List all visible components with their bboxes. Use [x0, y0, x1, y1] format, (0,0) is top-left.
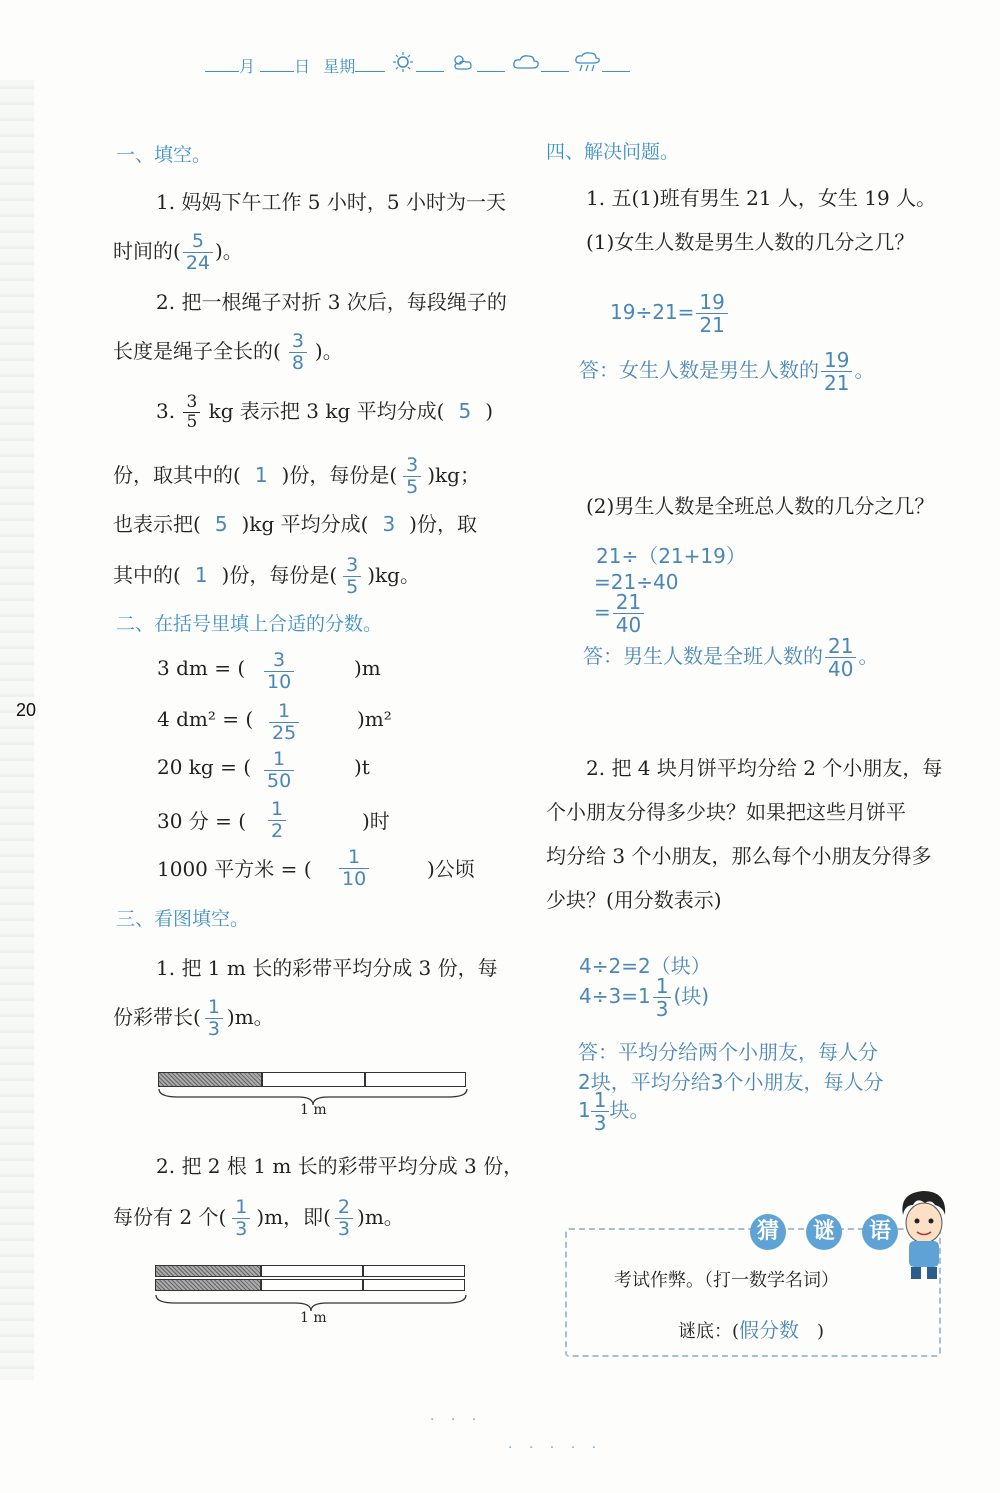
conversion-unit: )时	[362, 809, 390, 833]
q3-answer-4: 5	[214, 512, 228, 536]
q3-line4: 其中的( 1 )份，每份是( $\frac{3}{5}$ )kg。	[113, 554, 420, 598]
section-title-fill-blank: 一、填空。	[116, 144, 212, 166]
date-header	[205, 52, 630, 77]
conversion-prompt: 1000 平方米 = (	[157, 857, 312, 881]
q3-line1: 3. $\frac{3}{5}$ kg 表示把 3 kg 平均分成( 5 )	[156, 392, 493, 432]
r1-step2: =21÷40	[594, 570, 679, 594]
r1-calc-fraction: $\frac{19}{21}$	[696, 292, 727, 335]
section-title-picture: 三、看图填空。	[116, 908, 250, 930]
section-title-problems: 四、解决问题。	[546, 141, 680, 163]
q2-line2: 长度是绳子全长的( $\frac{3}{8}$ )。	[113, 330, 343, 374]
r2-line1: 2. 把 4 块月饼平均分给 2 个小朋友，每	[586, 756, 943, 780]
q3-answer-1: 5	[458, 399, 472, 423]
decorative-dots: · · ·	[430, 1412, 483, 1428]
conversion-answer-fraction: $\frac{1}{10}$	[339, 848, 369, 889]
q3-fraction: $\frac{3}{5}$	[183, 394, 200, 431]
conversion-answer-fraction: $\frac{1}{25}$	[269, 702, 299, 743]
ribbon-bar-2a	[155, 1265, 465, 1277]
q2-answer-fraction: $\frac{3}{8}$	[289, 332, 307, 373]
riddle-char-2: 谜	[806, 1214, 842, 1250]
r2-answer-line3: 1 $\frac{1}{3}$ 块。	[578, 1088, 650, 1135]
cloud-sun-icon	[449, 52, 477, 72]
conversion-answer-fraction: $\frac{1}{50}$	[264, 750, 294, 791]
r1-answer-2-fraction: $\frac{21}{40}$	[825, 636, 856, 679]
sun-icon	[390, 52, 416, 72]
bar2-label: 1 m	[300, 1310, 327, 1326]
conversion-answer-fraction: $\frac{1}{2}$	[268, 800, 286, 841]
riddle-char-1: 猜	[750, 1214, 786, 1250]
q3-answer-5: 3	[382, 512, 396, 536]
conversion-unit: )m²	[357, 707, 392, 731]
r2-answer-line1: 答：平均分给两个小朋友，每人分	[578, 1040, 878, 1064]
cloud-icon	[511, 52, 541, 72]
conversion-unit: )m	[354, 656, 381, 680]
r1-step3-fraction: $\frac{21}{40}$	[613, 592, 644, 635]
q3-line2: 份，取其中的( 1 )份，每份是( $\frac{3}{5}$ )kg；	[113, 454, 480, 498]
r2-calc2-fraction: $\frac{1}{3}$	[653, 976, 672, 1019]
r2-answer-fraction: $\frac{1}{3}$	[591, 1090, 610, 1133]
r1-line1: 1. 五(1)班有男生 21 人，女生 19 人。	[586, 186, 937, 210]
ribbon-bar-1	[158, 1072, 466, 1087]
p2-line2: 每份有 2 个( $\frac{1}{3}$ )m，即( $\frac{2}{3}$ )m。	[113, 1196, 404, 1240]
riddle-question: 考试作弊。（打一数学名词）	[614, 1270, 839, 1291]
month-label: 月	[239, 57, 256, 76]
p2-answer-1: $\frac{1}{3}$	[232, 1198, 250, 1239]
r1-sub2: (2)男生人数是全班总人数的几分之几？	[586, 494, 935, 518]
riddle-char-3: 语	[862, 1214, 898, 1250]
riddle-header	[740, 1214, 908, 1250]
ribbon-bar-2b	[155, 1279, 465, 1291]
p1-line1: 1. 把 1 m 长的彩带平均分成 3 份，每	[156, 956, 498, 980]
q1-line1: 1. 妈妈下午工作 5 小时，5 小时为一天	[156, 190, 506, 214]
rain-icon	[574, 52, 602, 72]
side-decoration	[0, 80, 37, 1380]
q3-answer-6: 1	[194, 563, 208, 587]
conversion-prompt: 4 dm² = (	[157, 707, 254, 731]
riddle-answer: 谜底：(假分数 )	[678, 1318, 825, 1342]
conversion-unit: )公顷	[427, 857, 475, 881]
day-label: 日	[294, 57, 311, 76]
q1-answer-fraction: $\frac{5}{24}$	[183, 232, 213, 273]
r2-line3: 均分给 3 个小朋友，那么每个小朋友分得多	[546, 844, 932, 868]
r1-answer-fraction: $\frac{19}{21}$	[821, 350, 852, 393]
conversion-prompt: 3 dm = (	[157, 656, 246, 680]
conversion-prompt: 20 kg = (	[157, 755, 252, 779]
section-title-fraction-fill: 二、在括号里填上合适的分数。	[116, 613, 383, 635]
p2-answer-2: $\frac{2}{3}$	[335, 1198, 353, 1239]
bar1-label: 1 m	[300, 1102, 327, 1118]
r2-calc1: 4÷2=2（块）	[579, 954, 711, 978]
r1-answer-2: 答：男生人数是全班人数的 $\frac{21}{40}$ 。	[583, 634, 879, 681]
r1-calc: 19÷21= $\frac{19}{21}$	[610, 292, 730, 335]
riddle-answer-text: 假分数	[739, 1318, 800, 1342]
r1-step3: = $\frac{21}{40}$	[594, 592, 646, 635]
r2-answer-line2: 2块，平均分给3个小朋友，每人分	[578, 1070, 884, 1094]
q3-line3: 也表示把( 5 )kg 平均分成( 3 )份，取	[113, 512, 477, 536]
r2-line4: 少块？(用分数表示)	[546, 888, 722, 912]
week-label: 星期	[323, 57, 356, 76]
r1-step1: 21÷（21+19）	[596, 544, 746, 568]
conversion-answer-fraction: $\frac{3}{10}$	[264, 651, 294, 692]
r2-line2: 个小朋友分得多少块？如果把这些月饼平	[546, 800, 906, 824]
p1-line2: 份彩带长( $\frac{1}{3}$ )m。	[113, 996, 274, 1040]
q2-line1: 2. 把一根绳子对折 3 次后，每段绳子的	[156, 290, 507, 314]
conversion-unit: )t	[354, 755, 370, 779]
p2-line1: 2. 把 2 根 1 m 长的彩带平均分成 3 份，	[156, 1154, 524, 1178]
r1-answer: 答：女生人数是男生人数的 $\frac{19}{21}$ 。	[579, 348, 875, 395]
conversion-prompt: 30 分 = (	[157, 809, 247, 833]
q1-line2: 时间的( $\frac{5}{24}$ )。	[113, 230, 243, 274]
q3-answer-3: $\frac{3}{5}$	[403, 456, 421, 497]
q3-answer-2: 1	[254, 463, 268, 487]
r1-sub1: (1)女生人数是男生人数的几分之几？	[586, 230, 915, 254]
cartoon-boy-icon	[895, 1185, 951, 1280]
ribbon-shaded-segment	[159, 1073, 261, 1086]
r2-calc2: 4÷3=1 $\frac{1}{3}$ (块)	[579, 974, 710, 1021]
decorative-dots-2: · · · · ·	[508, 1440, 603, 1456]
p1-answer-fraction: $\frac{1}{3}$	[205, 998, 223, 1039]
q3-answer-7: $\frac{3}{5}$	[343, 556, 361, 597]
page-number: 20	[16, 700, 37, 720]
